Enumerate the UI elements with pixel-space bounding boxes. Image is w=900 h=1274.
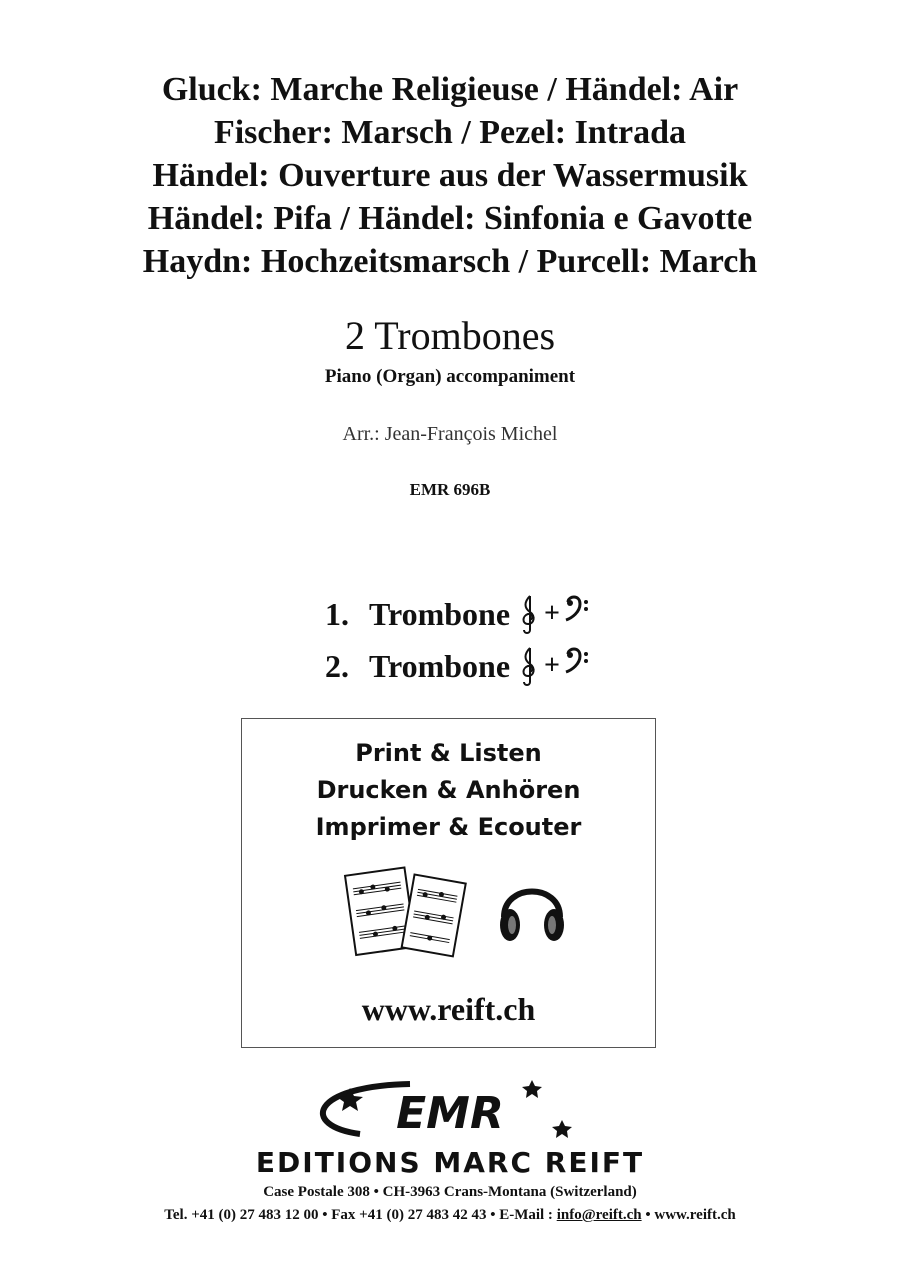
part-name: Trombone: [369, 647, 511, 684]
logo-text: EMR: [396, 1088, 504, 1139]
bass-clef-icon: [564, 646, 586, 686]
promo-line: Print & Listen: [355, 739, 542, 767]
parts-list: [325, 588, 725, 692]
part-name: Trombone: [369, 595, 511, 632]
plus-sign: +: [544, 650, 561, 681]
bass-clef-icon: [564, 594, 586, 634]
plus-sign: +: [544, 598, 561, 629]
treble-clef-icon: [518, 594, 540, 634]
part-item: [325, 640, 725, 692]
treble-clef-icon: [518, 646, 540, 686]
part-number: 1.: [325, 595, 349, 632]
accompaniment: Piano (Organ) accompaniment: [324, 366, 576, 387]
print-listen-box: [241, 718, 656, 1048]
emr-logo: [300, 1076, 580, 1146]
part-number: 2.: [325, 647, 349, 684]
title-line: Händel: Pifa / Händel: Sinfonia e Gavotte: [147, 200, 753, 237]
contact-website: • www.reift.ch: [645, 1207, 736, 1223]
catalog-number: EMR 696B: [409, 480, 491, 499]
promo-line: Imprimer & Ecouter: [315, 813, 582, 841]
promo-text: [242, 735, 655, 846]
arranger: Arr.: Jean-François Michel: [342, 423, 558, 445]
title-line: Fischer: Marsch / Pezel: Intrada: [213, 114, 687, 151]
headphones-icon: [492, 869, 572, 949]
contact-phone-fax: Tel. +41 (0) 27 483 12 00 • Fax +41 (0) 27 483 42 43 • E-Mail :: [164, 1207, 553, 1223]
title-line: Haydn: Hochzeitsmarsch / Purcell: March: [142, 243, 758, 280]
title-line: Händel: Ouverture aus der Wassermusik: [152, 157, 748, 194]
part-item: [325, 588, 725, 640]
publisher-name: EDITIONS MARC REIFT: [255, 1146, 645, 1179]
promo-line: Drucken & Anhören: [316, 776, 581, 804]
title-block: [0, 68, 900, 283]
contact-email-link[interactable]: info@reift.ch: [556, 1207, 642, 1223]
sheet-music-icon: [342, 859, 472, 959]
publisher-address: Case Postale 308 • CH-3963 Crans-Montana (Switzerland): [263, 1184, 637, 1200]
title-line: Gluck: Marche Religieuse / Händel: Air: [161, 71, 739, 108]
instrumentation: 2 Trombones: [344, 313, 556, 358]
publisher-contact: [0, 1207, 900, 1224]
promo-url[interactable]: www.reift.ch: [361, 991, 536, 1027]
